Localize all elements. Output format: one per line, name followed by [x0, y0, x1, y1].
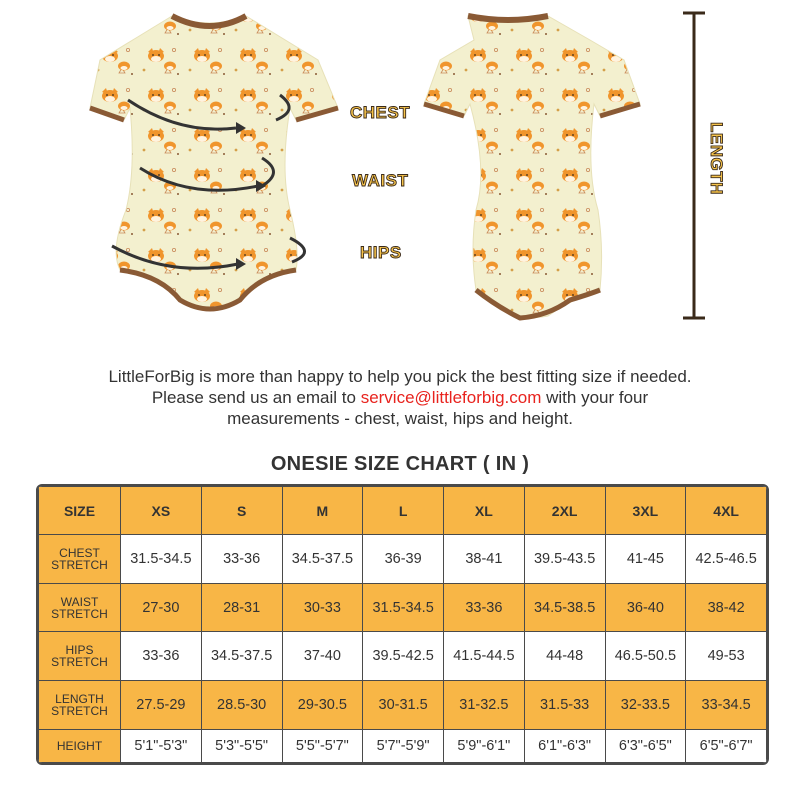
row-label-height: HEIGHT [39, 729, 121, 762]
table-cell: 28.5-30 [201, 681, 282, 730]
table-cell: 33-34.5 [686, 681, 767, 730]
table-cell: 36-40 [605, 583, 686, 632]
onesie-front [90, 16, 338, 309]
table-cell: 27.5-29 [121, 681, 202, 730]
table-row-height [39, 729, 767, 762]
onesie-illustrations [0, 0, 800, 330]
table-cell: 39.5-42.5 [363, 632, 444, 681]
size-table [38, 486, 767, 763]
onesie-back [424, 16, 640, 318]
table-cell: 33-36 [121, 632, 202, 681]
table-cell: 5'7"-5'9" [363, 729, 444, 762]
table-cell: 37-40 [282, 632, 363, 681]
chart-title: ONESIE SIZE CHART ( IN ) [270, 453, 530, 475]
table-cell: 31.5-34.5 [363, 583, 444, 632]
table-cell: 38-42 [686, 583, 767, 632]
header-xs: XS [121, 487, 202, 535]
header-s: S [201, 487, 282, 535]
table-cell: 29-30.5 [282, 681, 363, 730]
info-line-2-pre: Please send us an email to [151, 388, 361, 407]
table-cell: 41.5-44.5 [444, 632, 525, 681]
table-cell: 5'9"-6'1" [444, 729, 525, 762]
header-m: M [282, 487, 363, 535]
row-label-chest: CHEST STRETCH [39, 535, 121, 584]
row-label-length: LENGTH STRETCH [39, 681, 121, 730]
table-cell: 31.5-34.5 [121, 535, 202, 584]
table-cell: 5'3"-5'5" [201, 729, 282, 762]
chest-label: CHEST [350, 103, 411, 122]
table-cell: 38-41 [444, 535, 525, 584]
table-cell: 34.5-37.5 [201, 632, 282, 681]
row-label-hips: HIPS STRETCH [39, 632, 121, 681]
table-cell: 30-31.5 [363, 681, 444, 730]
info-line-1: LittleForBig is more than happy to help you pick the best fitting size if needed. [108, 367, 692, 386]
table-row-hips [39, 632, 767, 681]
table-cell: 34.5-38.5 [524, 583, 605, 632]
table-cell: 5'1"-5'3" [121, 729, 202, 762]
header-3xl: 3XL [605, 487, 686, 535]
table-cell: 31-32.5 [444, 681, 525, 730]
email-link[interactable]: service@littleforbig.com [360, 388, 542, 407]
header-4xl: 4XL [686, 487, 767, 535]
table-cell: 32-33.5 [605, 681, 686, 730]
table-cell: 30-33 [282, 583, 363, 632]
table-cell: 6'5"-6'7" [686, 729, 767, 762]
table-cell: 49-53 [686, 632, 767, 681]
header-size: SIZE [39, 487, 121, 535]
table-cell: 33-36 [201, 535, 282, 584]
waist-label: WAIST [352, 171, 409, 190]
table-header-row [39, 487, 767, 535]
info-text [0, 366, 800, 429]
table-cell: 36-39 [363, 535, 444, 584]
length-indicator [683, 13, 705, 318]
info-line-2-post: with your four [541, 388, 649, 407]
table-row-waist [39, 583, 767, 632]
length-label: LENGTH [707, 122, 726, 195]
table-cell: 28-31 [201, 583, 282, 632]
header-2xl: 2XL [524, 487, 605, 535]
table-row-length [39, 681, 767, 730]
table-cell: 31.5-33 [524, 681, 605, 730]
table-cell: 27-30 [121, 583, 202, 632]
table-cell: 44-48 [524, 632, 605, 681]
table-cell: 5'5"-5'7" [282, 729, 363, 762]
size-chart-table [36, 484, 769, 765]
table-cell: 34.5-37.5 [282, 535, 363, 584]
row-label-waist: WAIST STRETCH [39, 583, 121, 632]
table-cell: 42.5-46.5 [686, 535, 767, 584]
table-cell: 46.5-50.5 [605, 632, 686, 681]
hips-label: HIPS [360, 243, 402, 262]
table-cell: 6'1"-6'3" [524, 729, 605, 762]
table-row-chest [39, 535, 767, 584]
info-line-2 [0, 387, 800, 408]
info-line-3: measurements - chest, waist, hips and height. [227, 409, 573, 428]
table-cell: 41-45 [605, 535, 686, 584]
header-l: L [363, 487, 444, 535]
table-cell: 33-36 [444, 583, 525, 632]
table-cell: 6'3"-6'5" [605, 729, 686, 762]
table-cell: 39.5-43.5 [524, 535, 605, 584]
header-xl: XL [444, 487, 525, 535]
